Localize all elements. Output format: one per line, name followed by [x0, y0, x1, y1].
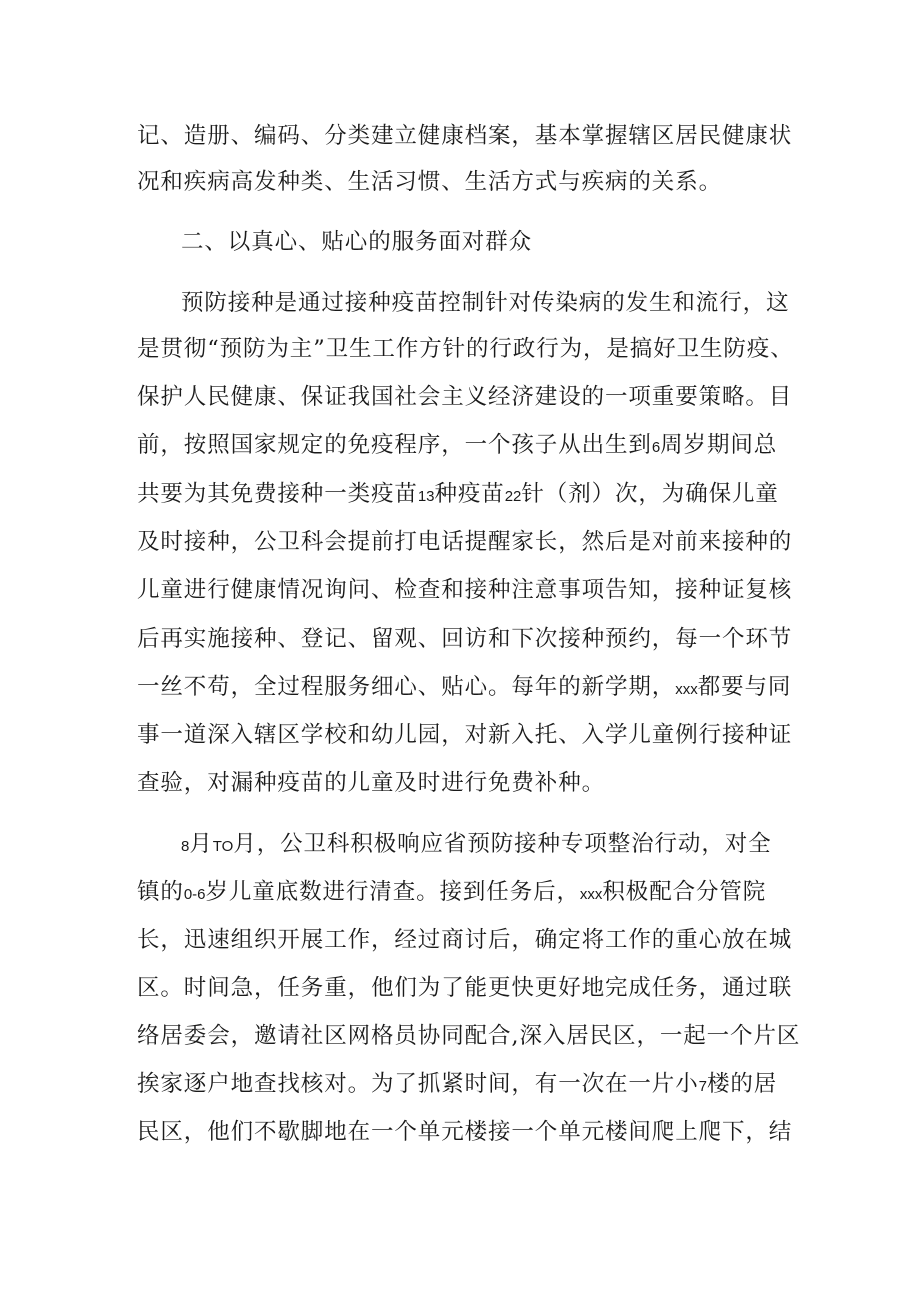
paragraph-line: 预防接种是通过接种疫苗控制针对传染病的发生和流行，这 [181, 290, 790, 316]
name-placeholder: xxx [579, 886, 603, 903]
number-run: 8 [181, 838, 190, 855]
text-run: 楼的居 [706, 1071, 778, 1097]
section-heading: 二、以真心、贴心的服务面对群众 [181, 229, 533, 255]
paragraph-line [137, 1069, 797, 1102]
text-run: 针（剂）次，为确保儿童 [521, 481, 779, 507]
paragraph-line: 长，迅速组织开展工作，经过商讨后，确定将工作的重心放在城 [137, 927, 793, 953]
paragraph-line [137, 672, 797, 705]
paragraph-line [181, 829, 841, 862]
name-placeholder: xxx [675, 681, 698, 698]
paragraph-line: 事一道深入辖区学校和幼儿园，对新入托、入学儿童例行接种证 [137, 722, 793, 748]
text-run: 种疫苗 [434, 481, 505, 507]
paragraph-line [137, 479, 797, 512]
paragraph-line [137, 430, 797, 463]
paragraph-line: 及时接种，公卫科会提前打电话提醒家长，然后是对前来接种的 [137, 529, 793, 555]
number-run: 0-6 [183, 886, 206, 903]
text-run: 镇的 [137, 879, 184, 905]
paragraph-line: 记、造册、编码、分类建立健康档案，基本掌握辖区居民健康状 [137, 123, 793, 149]
text-run: 一丝不苟，全过程服务细心、贴心。每年的新学期， [137, 674, 676, 700]
text-run: 积极配合分管院 [602, 879, 767, 905]
paragraph-line: 民区，他们不歇脚地在一个单元楼接一个单元楼间爬上爬下，结 [137, 1119, 793, 1145]
paragraph-line: 是贯彻“预防为主”卫生工作方针的行政行为，是搞好卫生防疫、 [137, 336, 794, 362]
text-run: 岁儿童底数进行清查。接到任务后， [205, 879, 580, 905]
number-run: 7 [698, 1078, 707, 1095]
number-run: 6 [651, 439, 661, 456]
text-run: 月 [189, 831, 213, 857]
paragraph-line: 儿童进行健康情况询问、检查和接种注意事项告知，接种证复核 [137, 577, 793, 603]
paragraph-line: 后再实施接种、登记、留观、回访和下次接种预约，每一个环节 [137, 626, 793, 652]
paragraph-line: 区。时间急，任务重，他们为了能更快更好地完成任务，通过联 [137, 975, 793, 1001]
text-run: 周岁期间总 [660, 432, 778, 458]
paragraph-line: 络居委会，邀请社区网格员协同配合,深入居民区，一起一个片区 [137, 1023, 801, 1049]
paragraph-line: 况和疾病高发种类、生活习惯、生活方式与疾病的关系。 [137, 169, 723, 195]
text-run: 月，公卫科积极响应省预防接种专项整治行动，对全 [233, 831, 772, 857]
paragraph-line [137, 877, 797, 910]
number-run: 13 [417, 488, 435, 505]
text-run: 前，按照国家规定的免疫程序，一个孩子从出生到 [137, 432, 652, 458]
number-run: 22 [504, 488, 522, 505]
text-run: 挨家逐户地查找核对。为了抓紧时间，有一次在一片小 [137, 1071, 699, 1097]
number-run: TO [212, 838, 234, 855]
text-run: 都要与同 [697, 674, 792, 700]
paragraph-line: 保护人民健康、保证我国社会主义经济建设的一项重要策略。目 [137, 384, 793, 410]
text-run: 共要为其免费接种一类疫苗 [137, 481, 418, 507]
paragraph-line: 查验，对漏种疫苗的儿童及时进行免费补种。 [137, 770, 606, 796]
